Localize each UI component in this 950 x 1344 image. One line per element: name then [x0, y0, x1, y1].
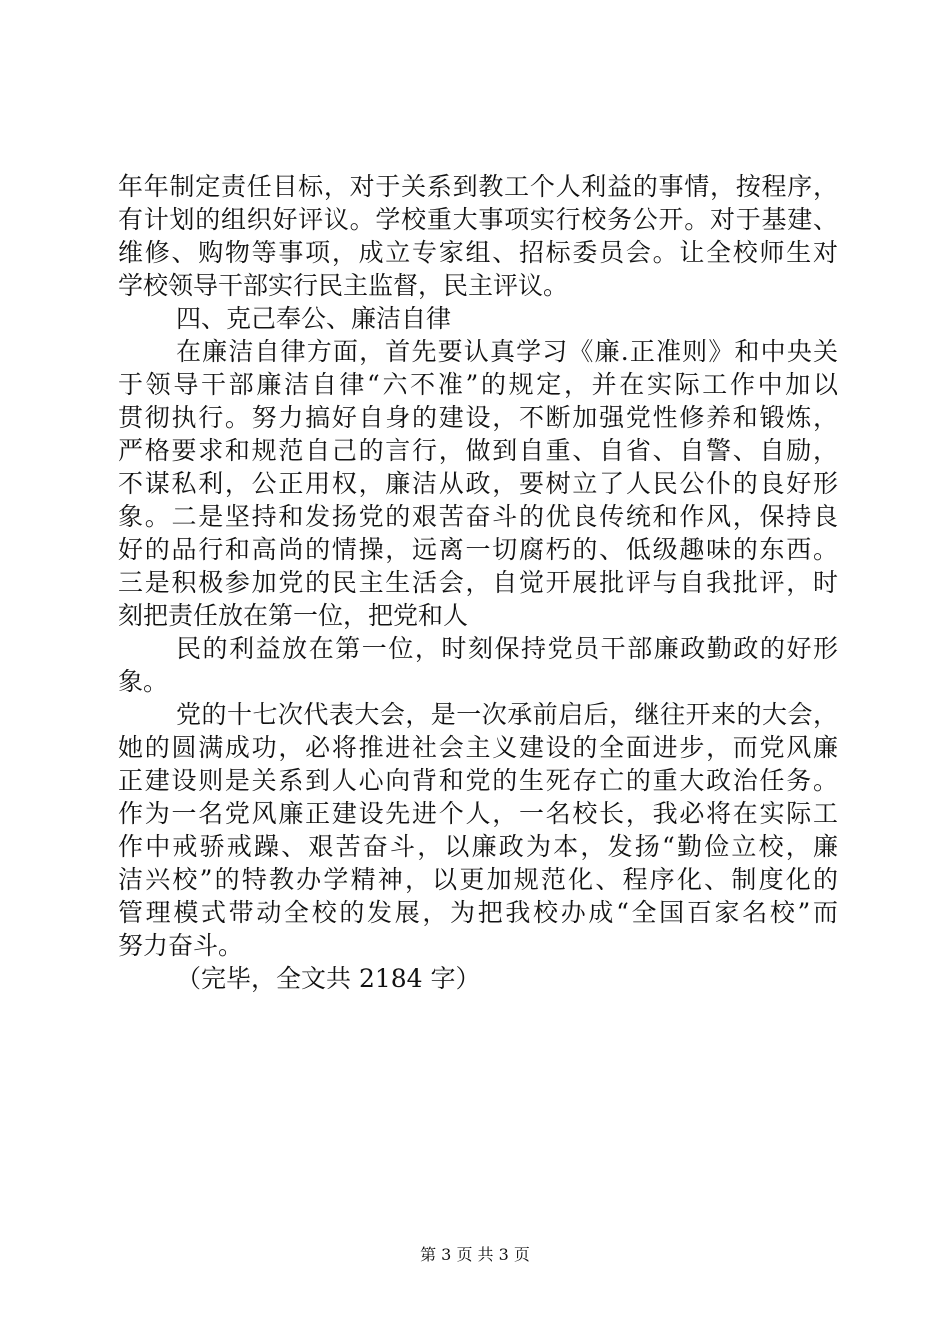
- text-line: 党的十七次代表大会，是一次承前启后，继往开来的大会，: [176, 700, 838, 729]
- text-line: 洁兴校”的特教办学精神，以更加规范化、程序化、制度化的: [118, 865, 838, 894]
- text-line: 严格要求和规范自己的言行，做到自重、自省、自警、自励，: [118, 436, 838, 465]
- text-line: 贯彻执行。努力搞好自身的建设，不断加强党性修养和锻炼，: [118, 403, 838, 432]
- text-line: 有计划的组织好评议。学校重大事项实行校务公开。对于基建、: [118, 205, 838, 234]
- text-line: 学校领导干部实行民主监督，民主评议。: [118, 271, 569, 300]
- text-line: 她的圆满成功，必将推进社会主义建设的全面进步，而党风廉: [118, 733, 838, 762]
- text-line: 管理模式带动全校的发展，为把我校办成“全国百家名校”而: [118, 898, 838, 927]
- text-line: 民的利益放在第一位，时刻保持党员干部廉政勤政的好形: [176, 634, 838, 663]
- page-footer: 第 3 页 共 3 页: [420, 1245, 530, 1264]
- text-line: 刻把责任放在第一位，把党和人: [118, 601, 469, 630]
- text-line: （完毕，全文共 2184 字）: [176, 964, 481, 993]
- text-line: 象。二是坚持和发扬党的艰苦奋斗的优良传统和作风，保持良: [118, 502, 838, 531]
- text-line: 努力奋斗。: [118, 931, 244, 960]
- text-line: 作为一名党风廉正建设先进个人，一名校长，我必将在实际工: [118, 799, 838, 828]
- document-body: [118, 170, 838, 995]
- text-line: 三是积极参加党的民主生活会，自觉开展批评与自我批评，时: [118, 568, 838, 597]
- text-line: 象。: [118, 667, 169, 696]
- text-line: 作中戒骄戒躁、艰苦奋斗，以廉政为本，发扬“勤俭立校，廉: [118, 832, 838, 861]
- text-line: 在廉洁自律方面，首先要认真学习《廉.正准则》和中央关: [176, 337, 838, 366]
- text-line: 好的品行和高尚的情操，远离一切腐朽的、低级趣味的东西。: [118, 535, 838, 564]
- text-line: 维修、购物等事项，成立专家组、招标委员会。让全校师生对: [118, 238, 838, 267]
- text-line: 不谋私利，公正用权，廉洁从政，要树立了人民公仆的良好形: [118, 469, 838, 498]
- text-line: 年年制定责任目标，对于关系到教工个人利益的事情，按程序，: [118, 172, 838, 201]
- text-line: 正建设则是关系到人心向背和党的生死存亡的重大政治任务。: [118, 766, 838, 795]
- text-line: 于领导干部廉洁自律“六不准”的规定，并在实际工作中加以: [118, 370, 838, 399]
- text-line: 四、克己奉公、廉洁自律: [176, 304, 452, 333]
